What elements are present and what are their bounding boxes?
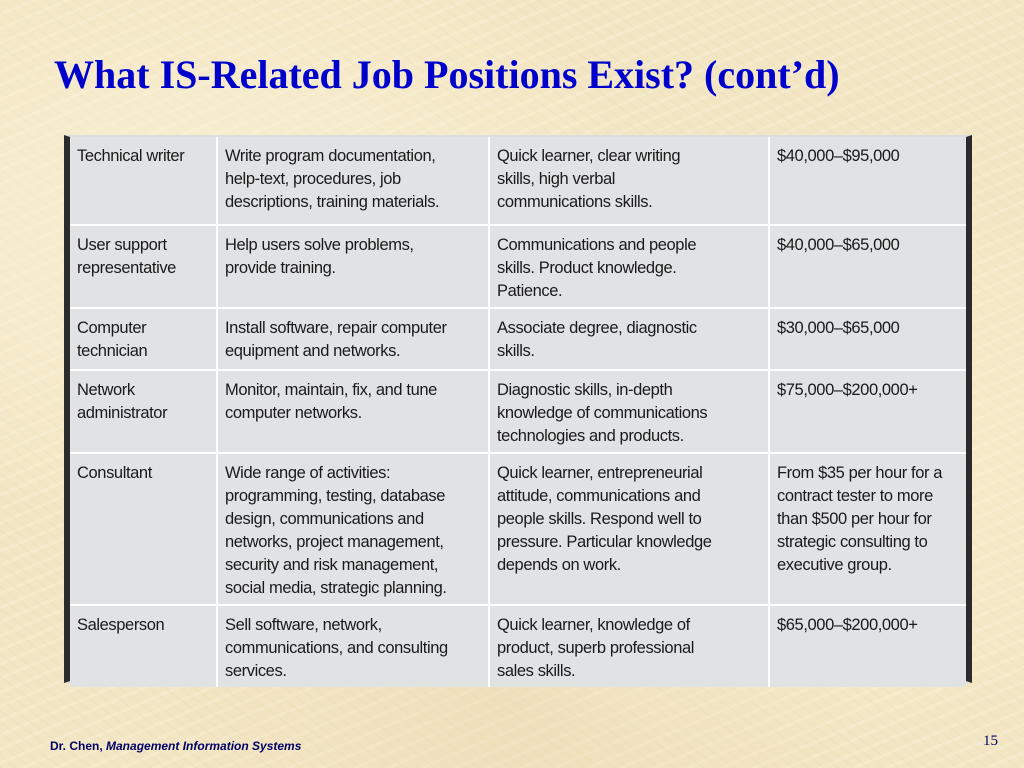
table-row-consultant: [70, 453, 966, 605]
job-description-cell: Help users solve problems, provide training.: [217, 225, 489, 308]
page-number: 15: [983, 733, 998, 749]
table-row-network-administrator: [70, 370, 966, 453]
job-description-cell: Write program documentation, help-text, procedures, job descriptions, training materials.: [217, 137, 489, 225]
job-salary-cell: $75,000–$200,000+: [769, 370, 966, 453]
job-positions-table: [70, 137, 966, 687]
slide-title: What IS-Related Job Positions Exist? (cont’d): [54, 52, 840, 97]
job-positions-table-frame: [64, 135, 972, 683]
job-description-cell: Sell software, network, communications, and consulting services.: [217, 605, 489, 687]
footer-course-title: Management Information Systems: [106, 739, 302, 753]
job-title-cell: Consultant: [70, 453, 217, 605]
job-skills-cell: Quick learner, entrepreneurial attitude, communications and people skills. Respond well to pressure. Particular knowledge depends on work.: [489, 453, 769, 605]
job-skills-cell: Quick learner, clear writing skills, high verbal communications skills.: [489, 137, 769, 225]
job-salary-cell: $30,000–$65,000: [769, 308, 966, 370]
table-row-technical-writer: [70, 137, 966, 225]
job-skills-cell: Quick learner, knowledge of product, superb professional sales skills.: [489, 605, 769, 687]
job-skills-cell: Associate degree, diagnostic skills.: [489, 308, 769, 370]
job-skills-cell: Diagnostic skills, in-depth knowledge of communications technologies and products.: [489, 370, 769, 453]
job-title-cell: Salesperson: [70, 605, 217, 687]
job-salary-cell: $40,000–$65,000: [769, 225, 966, 308]
table-row-user-support: [70, 225, 966, 308]
job-description-cell: Monitor, maintain, fix, and tune computer networks.: [217, 370, 489, 453]
table-row-salesperson: [70, 605, 966, 687]
job-salary-cell: From $35 per hour for a contract tester to more than $500 per hour for strategic consulting to executive group.: [769, 453, 966, 605]
job-title-cell: Technical writer: [70, 137, 217, 225]
job-title-cell: Network administrator: [70, 370, 217, 453]
job-title-cell: Computer technician: [70, 308, 217, 370]
job-title-cell: User support representative: [70, 225, 217, 308]
job-salary-cell: $40,000–$95,000: [769, 137, 966, 225]
job-description-cell: Wide range of activities: programming, testing, database design, communications and networks, project management, security and risk management, social media, strategic planning.: [217, 453, 489, 605]
table-row-computer-technician: [70, 308, 966, 370]
slide-footer: [50, 739, 301, 753]
job-description-cell: Install software, repair computer equipment and networks.: [217, 308, 489, 370]
job-skills-cell: Communications and people skills. Product knowledge. Patience.: [489, 225, 769, 308]
footer-author: Dr. Chen,: [50, 739, 107, 753]
job-salary-cell: $65,000–$200,000+: [769, 605, 966, 687]
